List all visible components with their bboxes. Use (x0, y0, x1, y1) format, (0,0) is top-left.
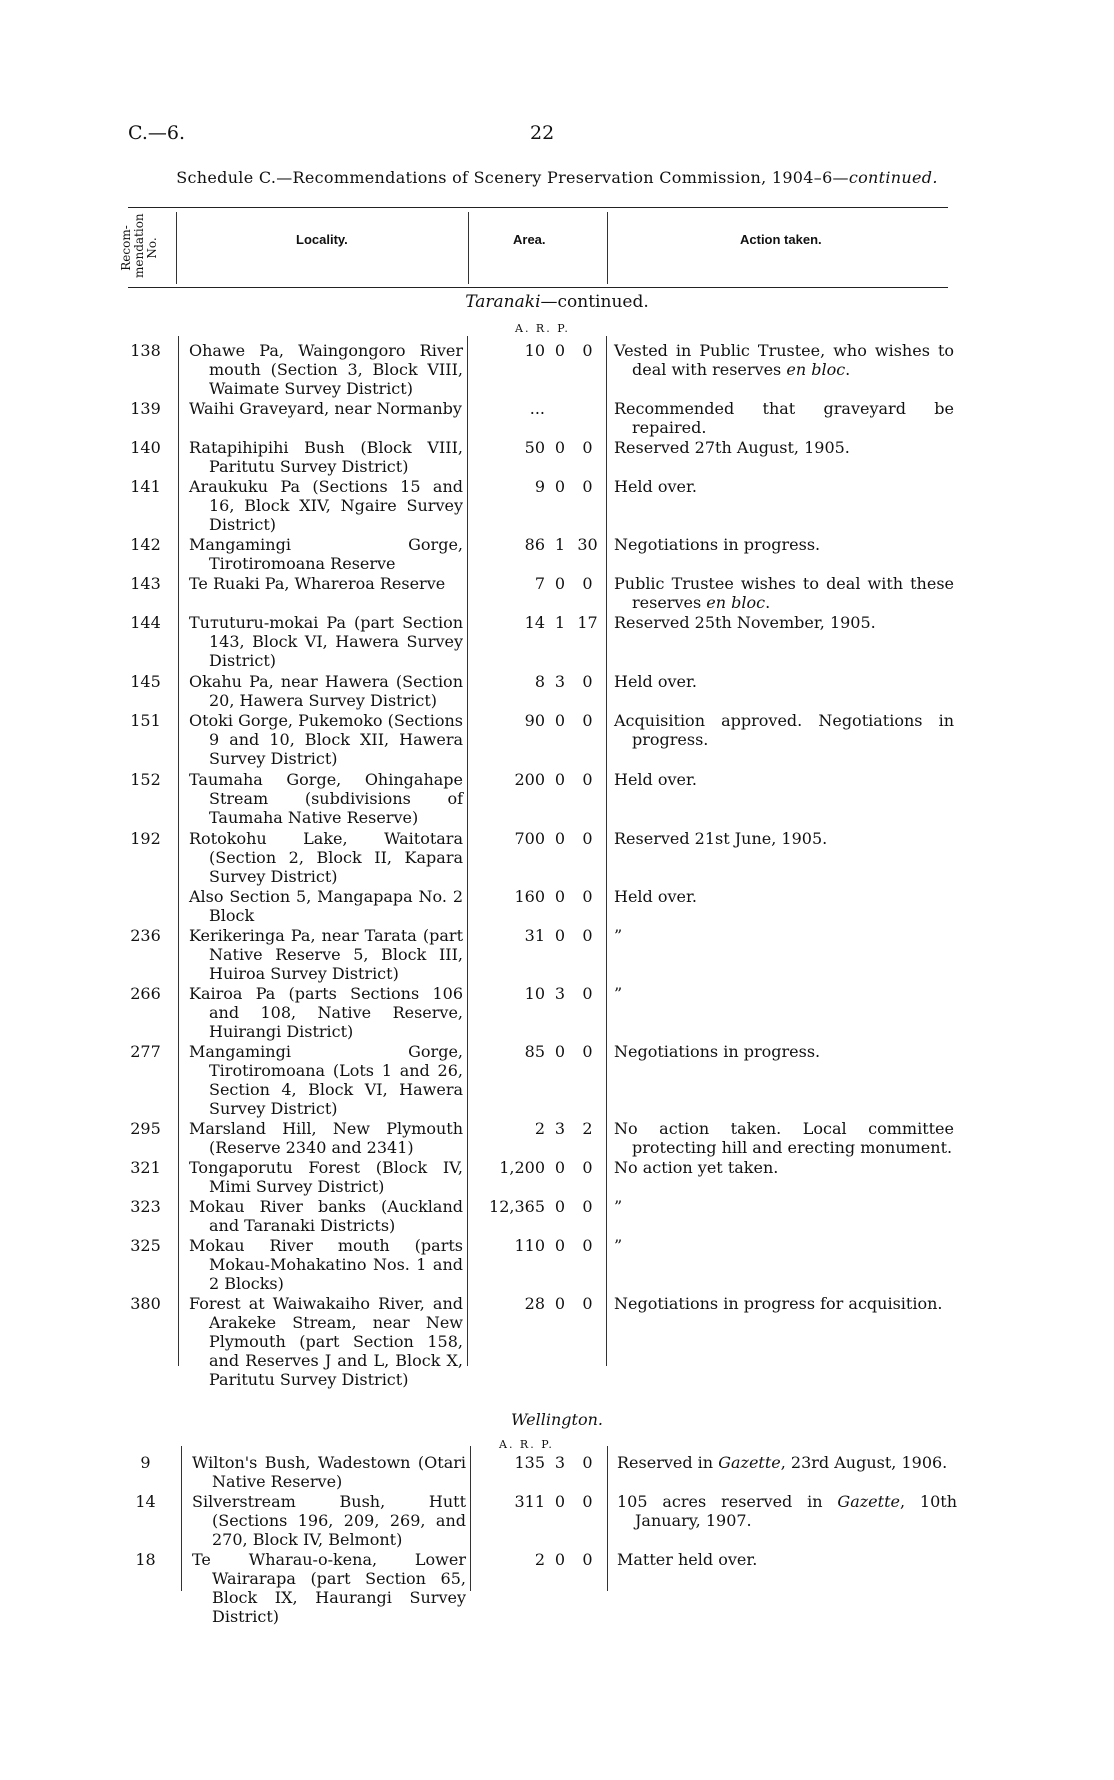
action-cell: Reserved 27th August, 1905. (614, 438, 850, 457)
area-roods: 0 (554, 1197, 566, 1216)
action-cell: Public Trustee wishes to deal with these reserves en bloc. (614, 574, 954, 612)
area-acres: 86 (524, 535, 545, 554)
area-perches: 0 (582, 1197, 593, 1216)
page-header (0, 122, 1114, 152)
recommendation-number: 141 (130, 477, 161, 496)
locality-cell: Araukuku Pa (Sections 15 and 16, Block XIV, Ngaire Survey District) (189, 477, 463, 534)
action-cell: Held over. (614, 477, 697, 496)
area-perches: 0 (582, 574, 593, 593)
area-roods: 1 (554, 535, 566, 554)
area-perches: 0 (582, 1236, 593, 1255)
recommendation-number: 143 (130, 574, 161, 593)
section-title-wellington (0, 1410, 1114, 1429)
area-roods: 0 (554, 574, 566, 593)
area-roods: 3 (554, 1453, 566, 1472)
page-reference: C.—6. (128, 122, 186, 144)
area-perches: 0 (582, 926, 593, 945)
recommendation-number: 151 (130, 711, 161, 730)
recommendation-number: 140 (130, 438, 161, 457)
action-cell: ” (614, 1197, 623, 1216)
area-acres: 28 (524, 1294, 545, 1313)
area-acres: 8 (534, 672, 545, 691)
area-perches: 0 (582, 672, 593, 691)
locality-cell: Te Ruaki Pa, Whareroa Reserve (189, 574, 446, 593)
area-acres: 2 (534, 1119, 545, 1138)
locality-cell: Mokau River banks (Auckland and Taranaki Districts) (189, 1197, 463, 1235)
action-cell: ” (614, 1236, 623, 1255)
column-divider-action (607, 1446, 608, 1591)
locality-cell: Ohawe Pa, Waingongoro River mouth (Section 3, Block VIII, Waimate Survey District) (189, 341, 463, 398)
table-top-rule (128, 207, 948, 208)
locality-cell: Ratapihipihi Bush (Block VIII, Paritutu Survey District) (189, 438, 463, 476)
section-title-taranaki (0, 292, 1114, 312)
recommendation-number: 266 (130, 984, 161, 1003)
column-divider-locality (178, 336, 179, 1366)
area-roods: 0 (554, 770, 566, 789)
area-acres: 90 (524, 711, 545, 730)
column-header-action: Action taken. (740, 232, 822, 247)
area-perches: 0 (582, 438, 593, 457)
area-acres: 31 (524, 926, 545, 945)
schedule-title-continued: continued. (848, 168, 938, 187)
recommendation-number: 144 (130, 613, 161, 632)
locality-cell: Kairoa Pa (parts Sections 106 and 108, Native Reserve, Huirangi District) (189, 984, 463, 1041)
action-cell: Recommended that graveyard be repaired. (614, 399, 954, 437)
schedule-title-text: Schedule C.—Recommendations of Scenery Preservation Commission, 1904–6— (176, 168, 849, 187)
area-roods: 0 (554, 438, 566, 457)
action-cell: Held over. (614, 887, 697, 906)
action-cell: Vested in Public Trustee, who wishes to deal with reserves en bloc. (614, 341, 954, 379)
area-acres: 7 (534, 574, 545, 593)
area-perches: 0 (582, 1550, 593, 1569)
column-divider-area (470, 1446, 471, 1591)
recommendation-number: 138 (130, 341, 161, 360)
area-roods: 0 (554, 1042, 566, 1061)
locality-cell: Kerikeringa Pa, near Tarata (part Native Reserve 5, Block III, Huiroa Survey District) (189, 926, 463, 983)
column-divider-action (606, 336, 607, 1366)
area-perches: 2 (582, 1119, 593, 1138)
column-header-recommendation: Recom-mendation No. (119, 213, 159, 278)
area-units-header: A. R. P. (499, 1438, 554, 1451)
recommendation-number: 380 (130, 1294, 161, 1313)
area-perches: 0 (582, 984, 593, 1003)
area-acres: 700 (514, 829, 545, 848)
recommendation-number: 14 (135, 1492, 156, 1511)
action-cell: Acquisition approved. Negotiations in progress. (614, 711, 954, 749)
locality-cell: Otoki Gorge, Pukemoko (Sections 9 and 10, Block XII, Hawera Survey District) (189, 711, 463, 768)
table-header-rule (128, 287, 948, 288)
area-perches: 0 (582, 887, 593, 906)
header-divider-2 (468, 212, 469, 284)
area-perches: 30 (577, 535, 598, 554)
area-acres: 200 (514, 770, 545, 789)
locality-cell: Silverstream Bush, Hutt (Sections 196, 209, 269, and 270, Block IV, Belmont) (192, 1492, 466, 1549)
area-roods: 0 (554, 1294, 566, 1313)
area-perches: 0 (582, 1294, 593, 1313)
area-acres: 50 (524, 438, 545, 457)
action-cell: 105 acres reserved in Gazette, 10th January, 1907. (617, 1492, 958, 1530)
area-acres: 1,200 (499, 1158, 545, 1177)
locality-cell: Wilton's Bush, Wadestown (Otari Native Reserve) (192, 1453, 466, 1491)
schedule-title (0, 168, 1114, 187)
locality-cell: Waihi Graveyard, near Normanby (189, 399, 462, 418)
area-perches: 0 (582, 829, 593, 848)
locality-cell: Taumaha Gorge, Ohingahape Stream (subdivisions of Taumaha Native Reserve) (189, 770, 463, 827)
area-acres: 9 (534, 477, 545, 496)
area-roods: 0 (554, 1492, 566, 1511)
area-roods: 0 (554, 1158, 566, 1177)
header-divider-3 (607, 212, 608, 284)
area-roods: 0 (554, 711, 566, 730)
locality-cell: Tongaporutu Forest (Block IV, Mimi Survey District) (189, 1158, 463, 1196)
action-cell: No action taken. Local committee protecting hill and erecting monument. (614, 1119, 954, 1157)
area-roods: 0 (554, 1550, 566, 1569)
area-roods: 0 (554, 1236, 566, 1255)
locality-cell: Okahu Pa, near Hawera (Section 20, Hawera Survey District) (189, 672, 463, 710)
recommendation-number: 325 (130, 1236, 161, 1255)
locality-cell: Mangamingi Gorge, Tirotiromoana Reserve (189, 535, 463, 573)
recommendation-number: 192 (130, 829, 161, 848)
area-units-header: A. R. P. (515, 322, 570, 335)
action-cell: No action yet taken. (614, 1158, 779, 1177)
column-header-locality: Locality. (296, 232, 348, 247)
locality-cell: Forest at Waiwakaiho River, and Arakeke Stream, near New Plymouth (part Section 158, and Reserves J and L, Block X, Paritutu Survey District) (189, 1294, 463, 1389)
area-roods: 3 (554, 984, 566, 1003)
area-perches: 0 (582, 711, 593, 730)
area-acres: 135 (514, 1453, 545, 1472)
area-perches: 0 (582, 770, 593, 789)
page-number: 22 (530, 122, 555, 144)
section-title-suffix: —continued. (540, 292, 649, 312)
locality-cell: Marsland Hill, New Plymouth (Reserve 2340 and 2341) (189, 1119, 463, 1157)
area-roods: 0 (554, 926, 566, 945)
area-roods: 0 (554, 887, 566, 906)
area-perches: 0 (582, 1158, 593, 1177)
recommendation-number: 295 (130, 1119, 161, 1138)
column-divider-area (467, 336, 468, 1366)
recommendation-number: 9 (140, 1453, 151, 1472)
locality-cell: Mangamingi Gorge, Tirotiromoana (Lots 1 and 26, Section 4, Block VI, Hawera Survey District) (189, 1042, 463, 1118)
area-perches: 0 (582, 1042, 593, 1061)
locality-cell: Tuтuturu-mokai Pa (part Section 143, Block VI, Hawera Survey District) (189, 613, 463, 670)
action-cell: Negotiations in progress. (614, 535, 821, 554)
action-cell: Matter held over. (617, 1550, 758, 1569)
recommendation-number: 145 (130, 672, 161, 691)
action-cell: Reserved 21st June, 1905. (614, 829, 828, 848)
locality-cell: Te Wharau-o-kena, Lower Wairarapa (part Section 65, Block IX, Haurangi Survey District) (192, 1550, 466, 1626)
recommendation-number: 323 (130, 1197, 161, 1216)
action-cell: ” (614, 984, 623, 1003)
recommendation-number: 152 (130, 770, 161, 789)
action-cell: Reserved 25th November, 1905. (614, 613, 876, 632)
recommendation-number: 18 (135, 1550, 156, 1569)
area-acres: 2 (534, 1550, 545, 1569)
action-cell: Reserved in Gazette, 23rd August, 1906. (617, 1453, 948, 1472)
area-perches: 0 (582, 341, 593, 360)
recommendation-number: 142 (130, 535, 161, 554)
section-title-text: Taranaki (465, 292, 541, 312)
area-acres: 110 (514, 1236, 545, 1255)
area-perches: 0 (582, 1453, 593, 1472)
locality-cell: Rotokohu Lake, Waitotara (Section 2, Block II, Kapara Survey District) (189, 829, 463, 886)
locality-cell: Mokau River mouth (parts Mokau-Mohakatino Nos. 1 and 2 Blocks) (189, 1236, 463, 1293)
action-cell: Negotiations in progress for acquisition. (614, 1294, 943, 1313)
area-acres: 10 (524, 984, 545, 1003)
area-roods: 0 (554, 477, 566, 496)
area-acres: 12,365 (489, 1197, 545, 1216)
area-acres: 10 (524, 341, 545, 360)
area-perches: 0 (582, 1492, 593, 1511)
section-title-text: Wellington. (511, 1410, 603, 1429)
locality-cell: Also Section 5, Mangapapa No. 2 Block (189, 887, 463, 925)
area-roods: 3 (554, 672, 566, 691)
recommendation-number: 321 (130, 1158, 161, 1177)
area-acres: 85 (524, 1042, 545, 1061)
recommendation-number: 277 (130, 1042, 161, 1061)
area-perches: 0 (582, 477, 593, 496)
area-acres: 311 (514, 1492, 545, 1511)
area-perches: 17 (577, 613, 598, 632)
action-cell: Negotiations in progress. (614, 1042, 821, 1061)
action-cell: ” (614, 926, 623, 945)
action-cell: Held over. (614, 770, 697, 789)
area-acres: ... (529, 399, 545, 418)
area-acres: 160 (514, 887, 545, 906)
action-cell: Held over. (614, 672, 697, 691)
area-roods: 1 (554, 613, 566, 632)
recommendation-number: 139 (130, 399, 161, 418)
area-acres: 14 (524, 613, 545, 632)
area-roods: 0 (554, 829, 566, 848)
area-roods: 0 (554, 341, 566, 360)
column-header-area: Area. (513, 232, 546, 247)
recommendation-number: 236 (130, 926, 161, 945)
area-roods: 3 (554, 1119, 566, 1138)
column-divider-locality (181, 1446, 182, 1591)
